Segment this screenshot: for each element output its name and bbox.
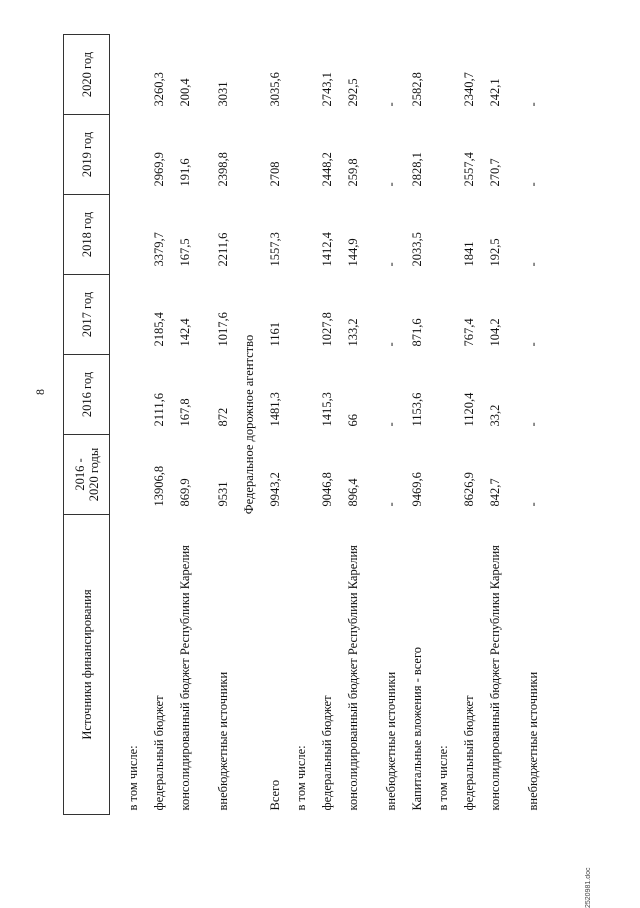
- document-code-text: 2520981.doc: [585, 867, 592, 908]
- row-value: [292, 435, 318, 515]
- row-value: 167,5: [178, 238, 192, 267]
- table-row: [382, 35, 408, 815]
- row-value: -: [526, 262, 540, 267]
- row-value: 2185,4: [152, 312, 166, 347]
- row-value: 2448,2: [320, 152, 334, 187]
- header-year: 2018 год: [64, 195, 110, 275]
- row-value: 842,7: [488, 478, 502, 507]
- section-title: Федеральное дорожное агентство: [242, 334, 256, 515]
- header-row: [64, 35, 110, 815]
- row-label: внебюджетные источники: [216, 671, 230, 811]
- row-value: 2340,7: [462, 72, 476, 107]
- row-value: 9046,8: [320, 472, 334, 507]
- table-row: [292, 35, 318, 815]
- row-value: -: [384, 422, 398, 427]
- header-total: 2016 - 2020 годы: [64, 435, 110, 515]
- row-value: -: [384, 502, 398, 507]
- row-value: 3031: [216, 81, 230, 107]
- row-value: 142,4: [178, 318, 192, 347]
- row-value: 2743,1: [320, 72, 334, 107]
- row-value: 1415,3: [320, 392, 334, 427]
- row-value: 104,2: [488, 318, 502, 347]
- row-value: 66: [346, 414, 360, 427]
- row-value: 2557,4: [462, 152, 476, 187]
- table-row: [486, 35, 524, 815]
- row-value: 872: [216, 407, 230, 427]
- row-value: 1557,3: [268, 232, 282, 267]
- row-value: -: [526, 102, 540, 107]
- table-row: [524, 35, 550, 815]
- table-row: [124, 35, 150, 815]
- header-year: 2019 год: [64, 115, 110, 195]
- row-value: 270,7: [488, 158, 502, 187]
- row-value: 8626,9: [462, 472, 476, 507]
- row-value: 9531: [216, 481, 230, 507]
- row-value: -: [526, 502, 540, 507]
- row-value: 33,2: [488, 404, 502, 427]
- table-row: [434, 35, 460, 815]
- row-value: [292, 275, 318, 355]
- row-value: 2111,6: [152, 393, 166, 427]
- row-value: -: [384, 102, 398, 107]
- row-value: 242,1: [488, 78, 502, 107]
- row-value: 1481,3: [268, 392, 282, 427]
- row-label: внебюджетные источники: [526, 671, 540, 811]
- row-value: [434, 355, 460, 435]
- row-value: 767,4: [462, 318, 476, 347]
- row-value: 167,8: [178, 398, 192, 427]
- row-value: [292, 355, 318, 435]
- row-value: 1153,6: [410, 392, 424, 427]
- row-value: 259,8: [346, 158, 360, 187]
- row-value: -: [384, 342, 398, 347]
- row-value: -: [384, 262, 398, 267]
- row-value: 2969,9: [152, 152, 166, 187]
- row-value: 2211,6: [216, 232, 230, 267]
- row-value: 1027,8: [320, 312, 334, 347]
- row-value: [292, 35, 318, 115]
- row-value: 2828,1: [410, 152, 424, 187]
- row-value: 871,6: [410, 318, 424, 347]
- row-value: [292, 195, 318, 275]
- row-value: 3379,7: [152, 232, 166, 267]
- document-code: [585, 848, 597, 908]
- financing-table: [63, 34, 550, 815]
- row-label: в том числе:: [436, 745, 450, 811]
- row-value: 1120,4: [462, 392, 476, 427]
- row-value: -: [526, 342, 540, 347]
- row-value: 191,6: [178, 158, 192, 187]
- table-row: [318, 35, 344, 815]
- table-row: [150, 35, 176, 815]
- row-value: -: [526, 182, 540, 187]
- row-value: 3260,3: [152, 72, 166, 107]
- row-label: Капитальные вложения - всего: [410, 646, 424, 811]
- header-year: 2016 год: [64, 355, 110, 435]
- row-value: [434, 35, 460, 115]
- row-value: 896,4: [346, 478, 360, 507]
- row-value: 2582,8: [410, 72, 424, 107]
- row-label: внебюджетные источники: [384, 671, 398, 811]
- table-row: [460, 35, 486, 815]
- table-row: [408, 35, 434, 815]
- row-label: Всего: [268, 779, 282, 811]
- spacer-row: [110, 35, 125, 815]
- row-value: [124, 195, 150, 275]
- header-source: Источники финансирования: [64, 515, 110, 815]
- row-label: федеральный бюджет: [320, 695, 334, 811]
- row-label: в том числе:: [294, 745, 308, 811]
- table-row: [176, 35, 214, 815]
- row-value: 2398,8: [216, 152, 230, 187]
- row-label: в том числе:: [126, 745, 140, 811]
- row-value: [434, 275, 460, 355]
- row-value: 1841: [462, 241, 476, 267]
- table-body: [110, 35, 551, 815]
- row-label: консолидированный бюджет Республики Карелия: [346, 545, 360, 811]
- row-value: [434, 195, 460, 275]
- row-label: федеральный бюджет: [152, 695, 166, 811]
- row-value: 192,5: [488, 238, 502, 267]
- row-value: 200,4: [178, 78, 192, 107]
- table-row: [266, 35, 292, 815]
- row-value: 9469,6: [410, 472, 424, 507]
- row-value: [434, 115, 460, 195]
- header-year: 2017 год: [64, 275, 110, 355]
- row-value: 1412,4: [320, 232, 334, 267]
- row-value: 869,9: [178, 478, 192, 507]
- row-label: федеральный бюджет: [462, 695, 476, 811]
- rotated-page: [33, 35, 568, 815]
- row-label: консолидированный бюджет Республики Карелия: [488, 545, 502, 811]
- row-value: [434, 435, 460, 515]
- page-number: 8: [33, 389, 47, 395]
- row-value: [124, 35, 150, 115]
- header-year: 2020 год: [64, 35, 110, 115]
- row-value: [292, 115, 318, 195]
- row-value: 133,2: [346, 318, 360, 347]
- row-value: 1161: [268, 321, 282, 347]
- table-row: [214, 35, 240, 815]
- row-value: 144,9: [346, 238, 360, 267]
- row-value: 1017,6: [216, 312, 230, 347]
- row-value: [124, 435, 150, 515]
- row-value: 3035,6: [268, 72, 282, 107]
- row-value: 292,5: [346, 78, 360, 107]
- row-value: 13906,8: [152, 465, 166, 507]
- spacer: [110, 35, 125, 815]
- section-row: [240, 35, 266, 815]
- row-value: 2033,5: [410, 232, 424, 267]
- row-label: консолидированный бюджет Республики Карелия: [178, 545, 192, 811]
- row-value: [124, 275, 150, 355]
- row-value: 2708: [268, 161, 282, 187]
- row-value: [124, 355, 150, 435]
- row-value: -: [384, 182, 398, 187]
- row-value: -: [526, 422, 540, 427]
- row-value: [124, 115, 150, 195]
- table-row: [344, 35, 382, 815]
- row-value: 9943,2: [268, 472, 282, 507]
